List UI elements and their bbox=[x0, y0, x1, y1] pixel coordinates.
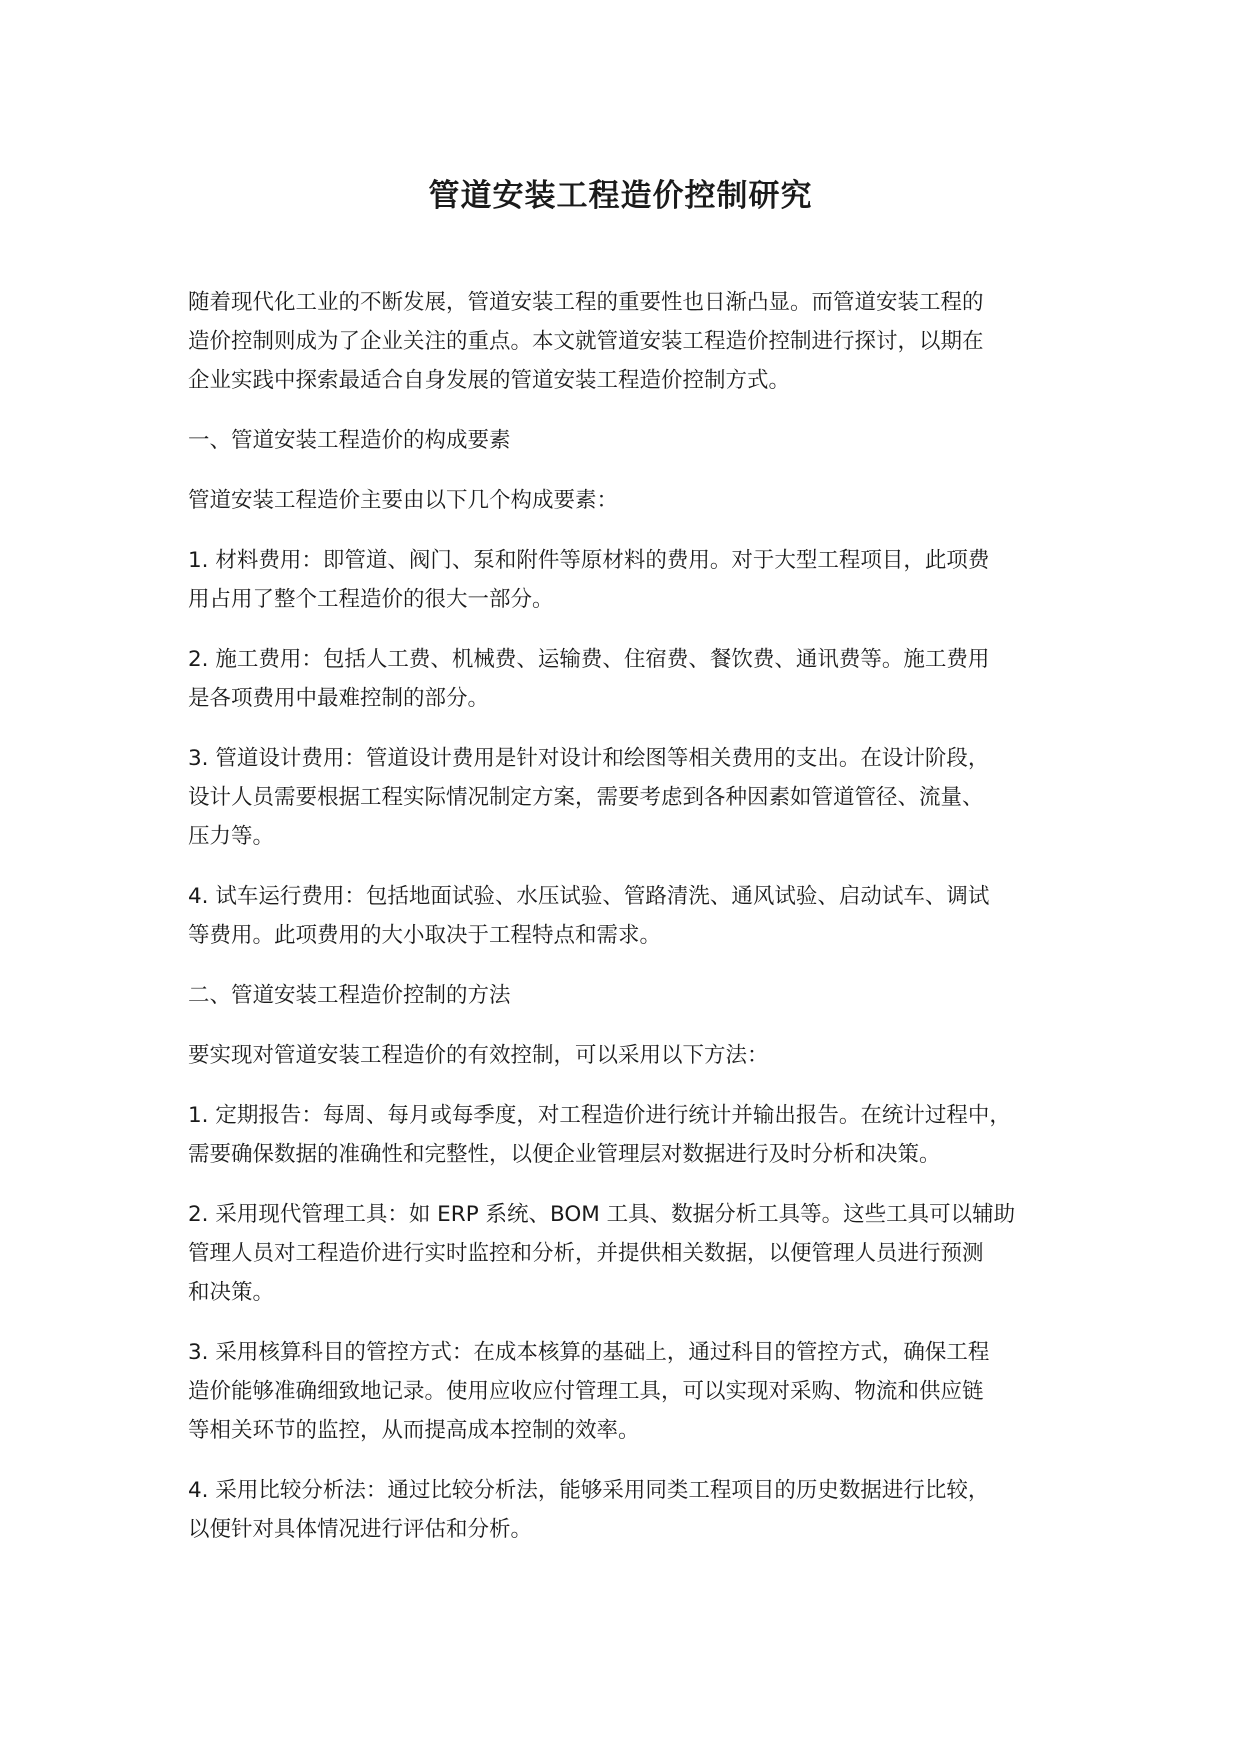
text-line: 1. 定期报告：每周、每月或每季度，对工程造价进行统计并输出报告。在统计过程中， bbox=[188, 1103, 1011, 1128]
section-heading bbox=[188, 976, 1068, 1015]
section-heading bbox=[188, 421, 1068, 460]
text-line: 需要确保数据的准确性和完整性，以便企业管理层对数据进行及时分析和决策。 bbox=[188, 1142, 941, 1167]
text-line: 压力等。 bbox=[188, 824, 275, 849]
page-title: 管道安装工程造价控制研究 bbox=[428, 178, 813, 214]
text-line: 等相关环节的监控，从而提高成本控制的效率。 bbox=[188, 1418, 640, 1443]
text-line: 造价控制则成为了企业关注的重点。本文就管道安装工程造价控制进行探讨，以期在 bbox=[188, 329, 984, 354]
text-line: 等费用。此项费用的大小取决于工程特点和需求。 bbox=[188, 923, 662, 948]
text-line: 管道安装工程造价主要由以下几个构成要素： bbox=[188, 488, 619, 513]
text-line: 企业实践中探索最适合自身发展的管道安装工程造价控制方式。 bbox=[188, 368, 791, 393]
paragraph bbox=[188, 1036, 1068, 1075]
text-line: 一、管道安装工程造价的构成要素 bbox=[188, 428, 511, 453]
text-line: 随着现代化工业的不断发展，管道安装工程的重要性也日渐凸显。而管道安装工程的 bbox=[188, 290, 984, 315]
paragraph bbox=[188, 877, 1068, 955]
paragraph bbox=[188, 481, 1068, 520]
text-line: 3. 采用核算科目的管控方式：在成本核算的基础上，通过科目的管控方式，确保工程 bbox=[188, 1340, 990, 1365]
paragraph bbox=[188, 739, 1068, 856]
paragraph bbox=[188, 283, 1068, 400]
text-line: 以便针对具体情况进行评估和分析。 bbox=[188, 1517, 533, 1542]
text-line: 造价能够准确细致地记录。使用应收应付管理工具，可以实现对采购、物流和供应链 bbox=[188, 1379, 984, 1404]
text-line: 1. 材料费用：即管道、阀门、泵和附件等原材料的费用。对于大型工程项目，此项费 bbox=[188, 548, 990, 573]
text-line: 2. 采用现代管理工具：如 ERP 系统、BOM 工具、数据分析工具等。这些工具可以辅助 bbox=[188, 1202, 1016, 1227]
paragraph bbox=[188, 541, 1068, 619]
text-line: 4. 试车运行费用：包括地面试验、水压试验、管路清洗、通风试验、启动试车、调试 bbox=[188, 884, 990, 909]
text-line: 2. 施工费用：包括人工费、机械费、运输费、住宿费、餐饮费、通讯费等。施工费用 bbox=[188, 647, 990, 672]
paragraph bbox=[188, 1333, 1068, 1450]
paragraph bbox=[188, 1195, 1068, 1312]
paragraph bbox=[188, 640, 1068, 718]
text-line: 设计人员需要根据工程实际情况制定方案，需要考虑到各种因素如管道管径、流量、 bbox=[188, 785, 984, 810]
text-line: 二、管道安装工程造价控制的方法 bbox=[188, 983, 511, 1008]
text-line: 3. 管道设计费用：管道设计费用是针对设计和绘图等相关费用的支出。在设计阶段， bbox=[188, 746, 990, 771]
text-line: 用占用了整个工程造价的很大一部分。 bbox=[188, 587, 554, 612]
text-line: 是各项费用中最难控制的部分。 bbox=[188, 686, 490, 711]
paragraph bbox=[188, 1096, 1068, 1174]
text-line: 4. 采用比较分析法：通过比较分析法，能够采用同类工程项目的历史数据进行比较， bbox=[188, 1478, 990, 1503]
text-line: 和决策。 bbox=[188, 1280, 275, 1305]
document-body bbox=[188, 283, 1068, 1570]
paragraph bbox=[188, 1471, 1068, 1549]
text-line: 要实现对管道安装工程造价的有效控制，可以采用以下方法： bbox=[188, 1043, 769, 1068]
text-line: 管理人员对工程造价进行实时监控和分析，并提供相关数据，以便管理人员进行预测 bbox=[188, 1241, 984, 1266]
